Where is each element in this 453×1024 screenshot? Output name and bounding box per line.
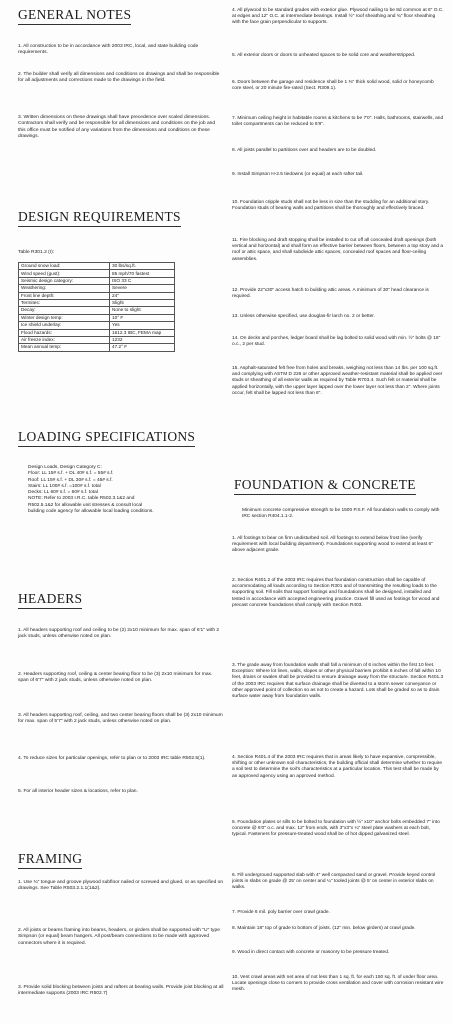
header-note-5: 5. For all interior header sizes & locations, refer to plan. bbox=[18, 789, 138, 794]
foundation-note-7: 7. Provide 6 mil. poly barrier over crawl grade. bbox=[232, 910, 330, 915]
design-row-label: Ice shield underlay: bbox=[19, 322, 110, 329]
loading-line: NOTE: Refer to 2003 I.R.C. table R502.3.1&2 and bbox=[28, 496, 135, 502]
design-table-caption: Table R301.2 (I): bbox=[18, 250, 55, 255]
loading-spec-block bbox=[28, 465, 228, 515]
design-row bbox=[19, 336, 175, 343]
foundation-intro: Minimum concrete compressive strength to be 1500 P.S.F. All foundation walls to comply with IRC section R404.1.1-2. bbox=[242, 508, 440, 520]
design-requirements-table bbox=[18, 262, 175, 352]
note-10: 10. Foundation cripple studs shall not be less in size than the studding for an additional story. Foundation studs of bearing walls and partitions shall be thoroughly and effectively braced. bbox=[232, 200, 430, 212]
foundation-note-5: 5. Foundation plates or sills to be bolted to foundation with ½" x10" anchor bolts embedded 7" into concrete @ 6'0" o.c. and max. 12" from ends, with 3"x3"x ¼" steel plate washers at each bolt, typical. Fasteners for pressure-treated wood shall be of hot dipped galvanized steel. bbox=[232, 820, 440, 838]
framing-note-1: 1. Use ¾" tongue and groove plywood subfloor nailed or screwed and glued, or as specified on drawings. See Table R503.2.1.1(1&2). bbox=[18, 880, 224, 892]
framing-note-2: 2. All joists or beams framing into beams, headers, or girders shall be supported with "U" type Simpson (or equal) beam hangers. All post/beam connections to be made with approved connectors where it is required. bbox=[18, 928, 220, 946]
note-4: 4. All plywood to be standard grades with exterior glue. Plywood nailing to be 8d common at 6" O.C. at edges and 12" O.C. at intermediate bearings. Install ½" roof sheathing and ¾" floor sheathing with the face grain perpendicular to supports. bbox=[232, 8, 444, 26]
design-row-label: Termites: bbox=[19, 299, 110, 306]
design-row bbox=[19, 344, 175, 351]
design-row-value: 47.2° F bbox=[110, 344, 175, 351]
design-row bbox=[19, 314, 175, 321]
design-row-label: Air freeze index: bbox=[19, 336, 110, 343]
note-9: 9. Install Simpson H-2.5 tiedowns (or equal) at each rafter tail. bbox=[232, 172, 364, 177]
foundation-note-1: 1. All footings to bear on firm undisturbed soil. All footings to extend below frost line (verify requirement with local building department). Foundations supporting wood to extend at least 6" above adjacent grade. bbox=[232, 536, 433, 554]
design-row-value: 24" bbox=[110, 292, 175, 299]
header-note-3: 3. All headers supporting roof, ceiling, and two center bearing floors shall be (3) 2x10 minimum for max. span of 5'7" with 2 jack studs, unless otherwise noted on plan. bbox=[18, 713, 223, 725]
headers-heading: HEADERS bbox=[18, 590, 82, 609]
design-row bbox=[19, 299, 175, 306]
general-note-2: 2. The builder shall verify all dimensions and conditions on drawings and shall be responsible for all adjustments and corrections made to the drawings in the field. bbox=[18, 72, 220, 84]
design-row-value: 85 mph/70 fastest bbox=[110, 270, 175, 277]
foundation-note-9: 9. Wood in direct contact with concrete or masonry to be pressure treated. bbox=[232, 950, 390, 955]
note-7: 7. Minimum ceiling height in habitable rooms & kitchens to be 7'0". Halls, bathrooms, stairwells, and toilet compartments can be reduced to 6'8". bbox=[232, 116, 444, 128]
general-notes-heading: GENERAL NOTES bbox=[18, 6, 131, 25]
foundation-note-3: 3. The grade away from foundation walls shall fall a minimum of 6 inches within the first 10 feet. Exception: Where lot lines, walls, slopes or other physical barriers prohibit 6 inches of fall within 10 feet, drains or swales shall be provided to ensure drainage away from the structure. Section R401.3 of the 2003 IRC requires that surface drainage shall be diverted to a storm sewer conveyance or other approved point of collection so as not to create a hazard. Lots shall be graded so as to drain surface water away from foundation walls. bbox=[232, 663, 444, 700]
design-row-label: Mean annual temp: bbox=[19, 344, 110, 351]
note-5: 5. All exterior doors or doors to unheated spaces to be solid core and weatherstripped. bbox=[232, 53, 416, 58]
foundation-note-2: 2. Section R401.2 of the 2003 IRC requires that foundation construction shall be capable of accommodating all loads according to Section R301 and of transmitting the resulting loads to the supporting soil. Fill soils that support footings and foundations shall be designed, installed and tested in accordance with accepted engineering practice. Gravel fill used as footings for wood and precast concrete foundations shall comply with Section R403. bbox=[232, 578, 440, 608]
framing-heading: FRAMING bbox=[18, 850, 82, 869]
design-row-value: 1232 bbox=[110, 336, 175, 343]
note-13: 13. Unless otherwise specified, use douglas-fir larch no. 2 or better. bbox=[232, 314, 375, 319]
design-requirements-heading: DESIGN REQUIREMENTS bbox=[18, 208, 181, 227]
foundation-heading: FOUNDATION & CONCRETE bbox=[234, 476, 416, 495]
header-note-2: 2. Headers supporting roof, ceiling & center bearing floor to be (3) 2x10 minimum for max. span of 6'7" with 2 jack studs, unless otherwise noted on plan. bbox=[18, 672, 213, 684]
loading-line: Decks: LL 60# s.f. = 60# s.f. total bbox=[28, 490, 98, 496]
design-row-label: Flood hazards: bbox=[19, 329, 110, 336]
loading-line: Floor: LL 15# s.f. + DL 40# s.f. = 55# s.f. bbox=[28, 471, 114, 477]
loading-line: Roof: LL 15# s.f. + DL 30# s.f. = 45# s.f. bbox=[28, 477, 113, 483]
design-row-value: None to slight bbox=[110, 307, 175, 314]
design-row-value: 30 lbs/sq.ft. bbox=[110, 263, 175, 270]
design-row-label: Frost line depth: bbox=[19, 292, 110, 299]
foundation-note-8: 8. Maintain 18" top of grade to bottom of joists. (12" min. below girders) at crawl grade. bbox=[232, 926, 416, 931]
note-15: 15. Asphalt-saturated felt free from holes and breaks, weighing not less than 14 lbs. per 100 sq.ft. and complying with ASTM D 226 or other approved weather-resistant material shall be applied over studs or sheathing of all exterior walls as required by Table R703.4. Such felt or material shall be applied horizontally, with the upper layer lapped over the lower layer not less than 2". Where joints occur, felt shall be lapped not less than 6". bbox=[232, 366, 443, 396]
design-row bbox=[19, 322, 175, 329]
foundation-note-6: 6. Fill underground supported slab with 4" well compacted sand or gravel. Provide keyed control joints in slabs on grade @ 25' on center and ¼" tooled joints @ 5' on center in exterior slabs on walks. bbox=[232, 873, 436, 891]
design-row-label: Decay: bbox=[19, 307, 110, 314]
design-row-label: Wind speed (gust): bbox=[19, 270, 110, 277]
design-row bbox=[19, 285, 175, 292]
note-14: 14. On decks and porches, ledger board shall be lag bolted to solid wood with min. ½" bolts @ 16" o.c., 2 per stud. bbox=[232, 336, 441, 348]
general-note-3: 3. Written dimensions on these drawings shall have precedence over scaled dimensions. Contractors shall verify and be responsible for all dimensions and conditions on the job and this office must be notified of any variations from the dimensions and conditions on these drawings. bbox=[18, 115, 216, 140]
framing-note-3: 3. Provide solid blocking between joists and rafters at bearing walls. Provide joist blocking at all intermediate supports (2003 IRC R502.7) bbox=[18, 985, 224, 997]
design-row-value: 1612.3 IBC, FEMA map bbox=[110, 329, 175, 336]
foundation-note-4: 4. Section R401.4 of the 2003 IRC requires that in areas likely to have expansive, compressible, shifting or other unknown soil characteristics, the building official shall determine whether to require a soil test to determine the soil's characteristics at a particular location. This test shall be made by an approved agency using an approved method. bbox=[232, 755, 443, 779]
design-row-value: ISO 33 C bbox=[110, 277, 175, 284]
design-row-value: Severe bbox=[110, 285, 175, 292]
design-row-value: Yes bbox=[110, 322, 175, 329]
loading-line: Stairs: LL 100# s.f. =100# s.f. total bbox=[28, 483, 101, 489]
design-row-label: Winter design temp: bbox=[19, 314, 110, 321]
loading-line: building code agency for allowable local loading conditions. bbox=[28, 509, 154, 515]
general-note-1: 1. All construction to be in accordance with 2003 IRC, local, and state building code requirements. bbox=[18, 44, 199, 56]
design-row-value: Slight bbox=[110, 299, 175, 306]
note-12: 12. Provide 22"x30" access hatch to building attic areas. A minimum of 30" head clearance is required. bbox=[232, 288, 429, 300]
loading-specifications-heading: LOADING SPECIFICATIONS bbox=[18, 428, 195, 447]
design-row-value: 10° F bbox=[110, 314, 175, 321]
design-row-label: Weathering: bbox=[19, 285, 110, 292]
design-row bbox=[19, 277, 175, 284]
design-row bbox=[19, 270, 175, 277]
header-note-1: 1. All headers supporting roof and ceiling to be (2) 2x10 minimum for max. span of 6'1" with 2 jack studs, unless otherwise noted on plan. bbox=[18, 628, 220, 640]
foundation-note-10: 10. Vent crawl areas with net area of not less than 1 sq. ft. for each 150 sq. ft. of under floor area. Locate openings close to corners to provide cross ventilation and cover with corrosion resistant wire mesh. bbox=[232, 975, 444, 993]
note-11: 11. Fire blocking and draft stopping shall be installed to cut off all concealed draft openings (both vertical and horizontal) and shall form an effective barrier between floors, between a top story and a roof or attic space, and shall subdivide attic spaces, concealed roof spaces and floor-ceiling assemblies. bbox=[232, 238, 444, 262]
design-row-label: Ground snow load: bbox=[19, 263, 110, 270]
design-row bbox=[19, 263, 175, 270]
loading-line: R502.5.1&2 for allowable unit stresses & consult local bbox=[28, 502, 143, 508]
design-row bbox=[19, 292, 175, 299]
design-row-label: Seismic design category: bbox=[19, 277, 110, 284]
design-row bbox=[19, 307, 175, 314]
loading-line: Design Loads, Design Category C: bbox=[28, 465, 102, 470]
note-6: 6. Doors between the garage and residence shall be 1 ⅜" thick solid wood, solid or honeycomb core steel, or 20 minute fire-rated (Sect. R309.1). bbox=[232, 80, 434, 92]
note-8: 8. All joists parallel to partitions over and headers are to be doubled. bbox=[232, 148, 377, 153]
header-note-4: 4. To reduce sizes for particular openings, refer to plan or to 2003 IRC table R502.5(1). bbox=[18, 756, 206, 761]
design-row bbox=[19, 329, 175, 336]
